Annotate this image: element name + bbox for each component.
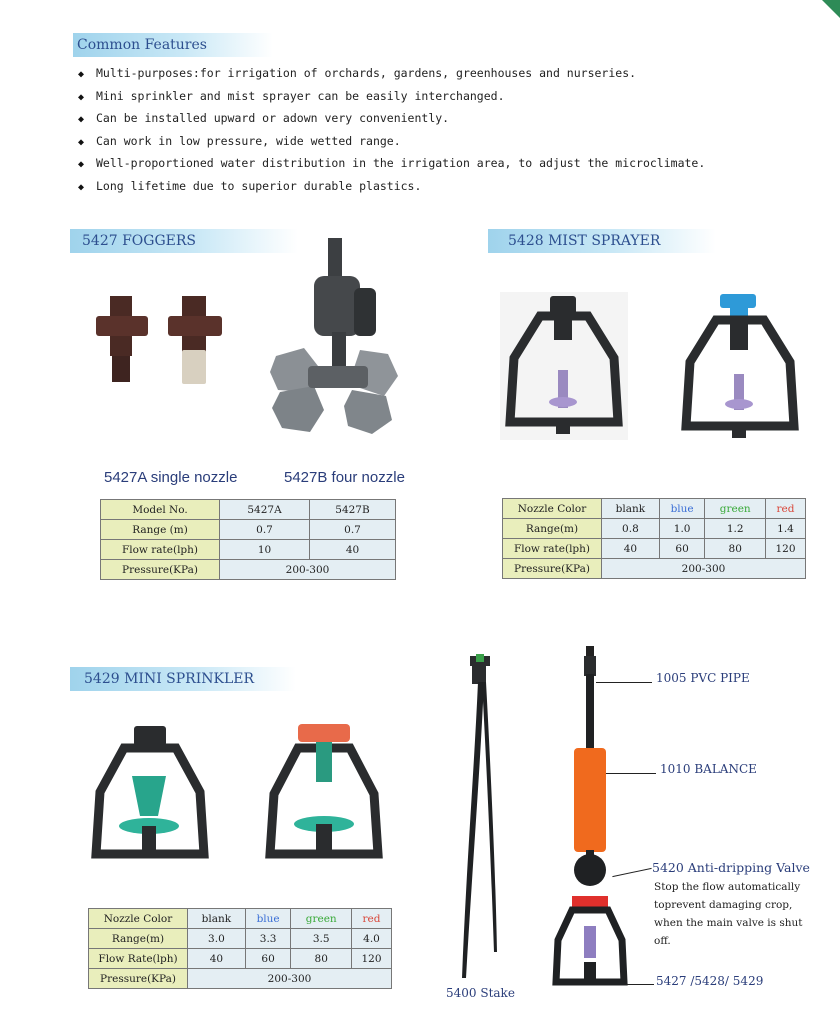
valve-note-line: off. [654,935,671,947]
table-cell: 200-300 [188,969,392,989]
diamond-bullet-icon: ◆ [78,159,85,171]
mist-sprayer-blank-image [500,292,628,440]
table-cell: 40 [188,949,246,969]
stake-image [452,652,512,982]
table-row [89,969,392,989]
fogger-four-nozzle-image [268,236,408,436]
balance-label: 1010 BALANCE [660,762,757,776]
pipe-leader-line [596,682,652,683]
fogger-single-nozzle-alt-image [164,296,226,388]
table-label: Pressure(KPa) [503,559,602,579]
diamond-bullet-icon: ◆ [78,136,85,148]
table-cell: 3.5 [291,929,352,949]
nozzle-models-label: 5427 /5428/ 5429 [656,974,764,988]
table-cell: green [705,499,766,519]
table-cell: 40 [602,539,660,559]
table-label: Nozzle Color [503,499,602,519]
table-label: Pressure(KPa) [101,560,220,580]
fogger-single-nozzle-image [92,296,152,386]
table-cell: 120 [766,539,806,559]
mini-sprinkler-title: 5429 MINI SPRINKLER [70,667,296,691]
diamond-bullet-icon: ◆ [78,91,85,103]
nozzle-leader-line [626,984,654,985]
table-row [503,559,806,579]
table-label: Model No. [101,500,220,520]
table-label: Range (m) [101,520,220,540]
table-label: Range(m) [503,519,602,539]
table-cell: 200-300 [602,559,806,579]
table-cell: red [352,909,392,929]
feature-item: ◆ Mini sprinkler and mist sprayer can be easily interchanged. [78,87,705,110]
diamond-bullet-icon: ◆ [78,181,85,193]
table-row [101,520,396,540]
diamond-bullet-icon: ◆ [78,69,85,80]
table-cell: 0.7 [220,520,310,540]
table-cell: 3.3 [245,929,291,949]
assembly-image [548,644,638,990]
table-row [101,540,396,560]
table-row [503,519,806,539]
table-row [101,560,396,580]
pvc-pipe-label: 1005 PVC PIPE [656,671,750,685]
mini-sprinkler-red-image [262,724,386,866]
table-label: Nozzle Color [89,909,188,929]
foggers-title: 5427 FOGGERS [70,229,298,253]
table-row [503,539,806,559]
feature-item: ◆ Can work in low pressure, wide wetted range. [78,132,705,155]
table-row [101,500,396,520]
feature-item: ◆ Multi-purposes:for irrigation of orchards, gardens, greenhouses and nurseries. [78,64,705,87]
table-label: Flow rate(lph) [101,540,220,560]
features-list [78,64,705,200]
table-cell: 80 [705,539,766,559]
table-cell: green [291,909,352,929]
feature-item: ◆ Long lifetime due to superior durable plastics. [78,177,705,200]
table-label: Pressure(KPa) [89,969,188,989]
table-cell: blank [602,499,660,519]
table-row [89,909,392,929]
corner-accent [822,0,840,18]
foggers-spec-table [100,499,396,580]
table-cell: 0.7 [310,520,396,540]
mini-sprinkler-green-image [88,726,212,866]
table-cell: 1.2 [705,519,766,539]
caption-5427b: 5427B four nozzle [284,469,405,486]
table-cell: blue [245,909,291,929]
mini-spec-table [88,908,392,989]
balance-leader-line [606,773,656,774]
table-row [89,929,392,949]
table-cell: 5427B [310,500,396,520]
table-label: Flow rate(lph) [503,539,602,559]
table-cell: 60 [659,539,705,559]
table-cell: 80 [291,949,352,969]
valve-note [654,878,803,950]
mist-spec-table [502,498,806,579]
table-row [89,949,392,969]
table-cell: 4.0 [352,929,392,949]
table-cell: 0.8 [602,519,660,539]
valve-label: 5420 Anti-dripping Valve [652,860,810,875]
table-row [503,499,806,519]
table-cell: blank [188,909,246,929]
common-features-title: Common Features [73,33,273,57]
table-cell: 10 [220,540,310,560]
table-cell: 5427A [220,500,310,520]
caption-5427a: 5427A single nozzle [104,469,238,486]
table-label: Range(m) [89,929,188,949]
table-cell: red [766,499,806,519]
table-cell: 200-300 [220,560,396,580]
table-cell: 60 [245,949,291,969]
mist-sprayer-blue-image [676,292,804,440]
feature-item: ◆ Can be installed upward or adown very conveniently. [78,109,705,132]
table-cell: 40 [310,540,396,560]
diamond-bullet-icon: ◆ [78,114,85,126]
feature-item: ◆ Well-proportioned water distribution in the irrigation area, to adjust the microclimate. [78,154,705,177]
valve-note-line: when the main valve is shut [654,917,803,929]
valve-note-line: toprevent damaging crop, [654,899,793,911]
table-cell: 120 [352,949,392,969]
table-cell: 3.0 [188,929,246,949]
valve-note-line: Stop the flow automatically [654,881,801,893]
stake-label: 5400 Stake [446,986,515,1000]
table-cell: blue [659,499,705,519]
mist-sprayer-title: 5428 MIST SPRAYER [488,229,716,253]
table-cell: 1.4 [766,519,806,539]
table-cell: 1.0 [659,519,705,539]
table-label: Flow Rate(lph) [89,949,188,969]
